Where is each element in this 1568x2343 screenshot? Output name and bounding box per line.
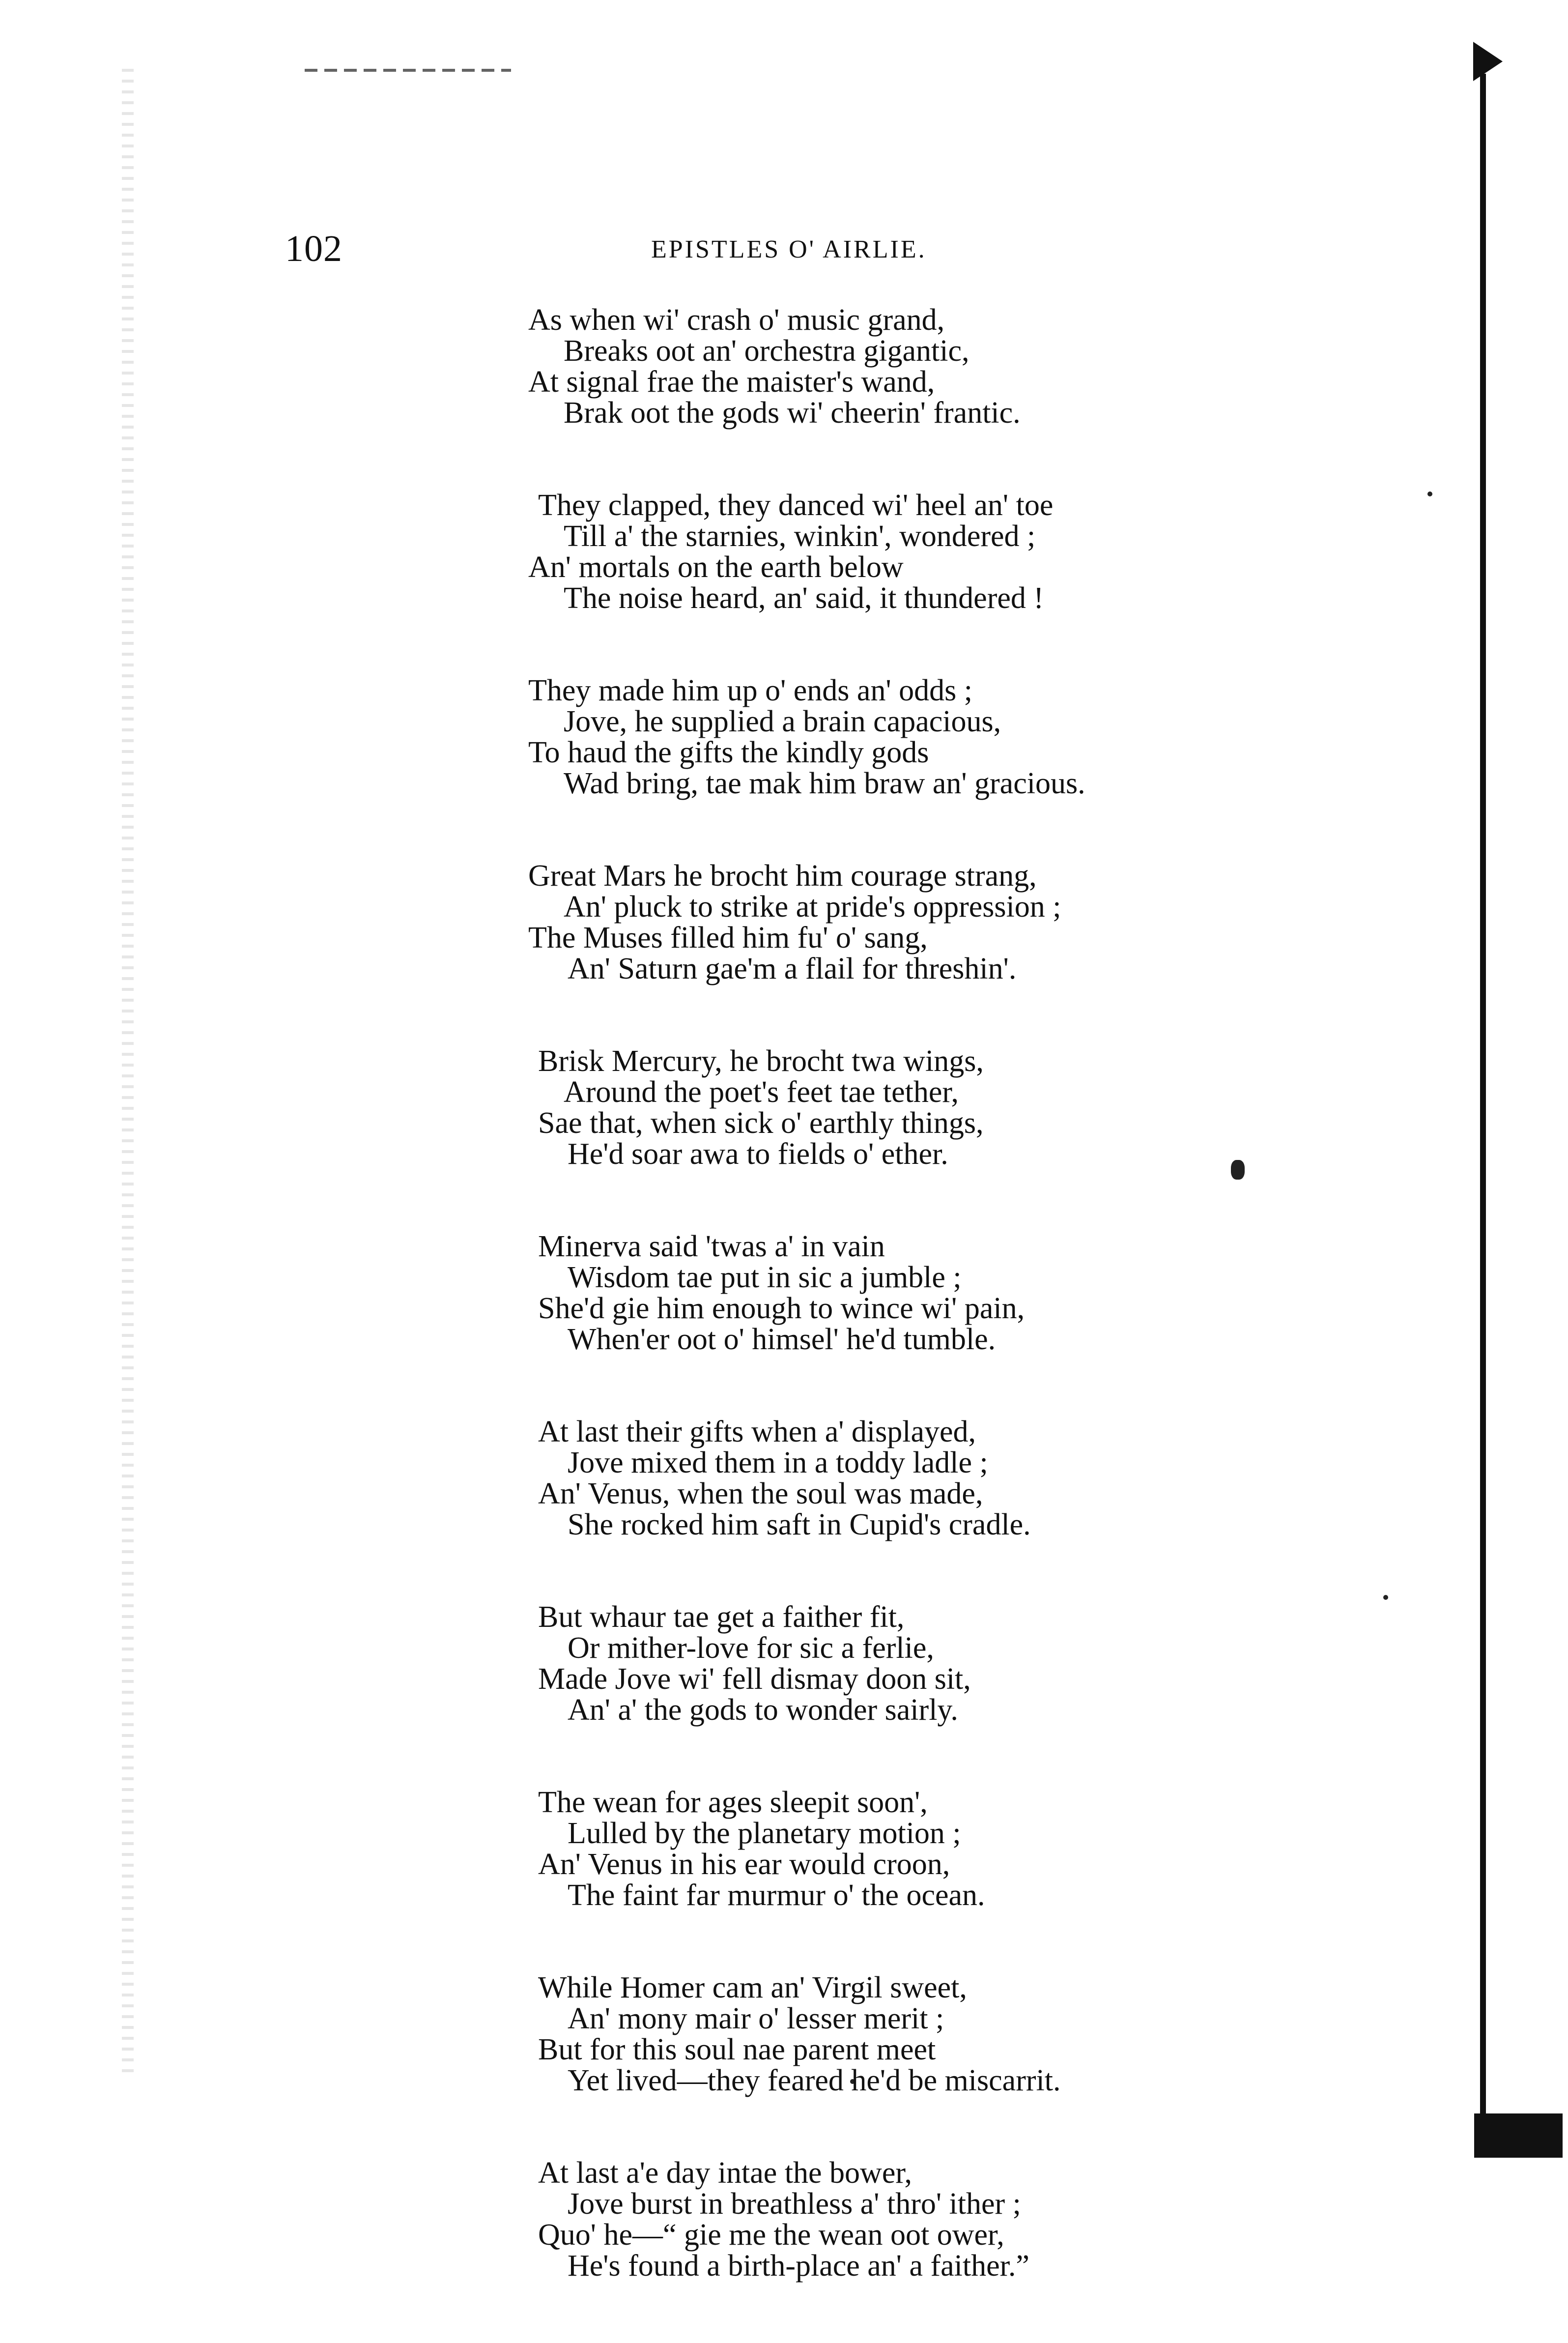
verse-line: She rocked him saft in Cupid's cradle. (568, 1508, 1031, 1541)
verse-line: Minerva said 'twas a' in vain (538, 1230, 885, 1263)
verse-line: At last their gifts when a' displayed, (538, 1415, 976, 1448)
stanza (528, 675, 1452, 799)
verse-line: The Muses filled him fu' o' sang, (528, 921, 928, 955)
verse-line: But whaur tae get a faither fit, (538, 1600, 905, 1634)
page-number: 102 (285, 228, 342, 269)
verse-line: But for this soul nae parent meet (538, 2033, 936, 2066)
stanza (528, 1046, 1452, 1170)
verse-line: At last a'e day intae the bower, (538, 2156, 912, 2190)
verse-line: He's found a birth-place an' a faither.” (568, 2249, 1029, 2283)
verse-line: Lulled by the planetary motion ; (568, 1817, 961, 1850)
verse-line: An' pluck to strike at pride's oppression ; (564, 890, 1061, 924)
verse-line: Brisk Mercury, he brocht twa wings, (538, 1044, 984, 1078)
verse-line: While Homer cam an' Virgil sweet, (538, 1971, 967, 2004)
verse-line: An' mony mair o' lesser merit ; (568, 2002, 944, 2035)
stanza (528, 861, 1452, 984)
scan-bottom-corner (1474, 2113, 1563, 2158)
verse-line: She'd gie him enough to wince wi' pain, (538, 1292, 1025, 1325)
running-title: EPISTLES O' AIRLIE. (651, 235, 927, 263)
scan-corner-mark (1473, 42, 1503, 81)
verse-line: Sae that, when sick o' earthly things, (538, 1106, 984, 1140)
verse-line: An' Saturn gae'm a flail for threshin'. (568, 952, 1017, 985)
stanza (528, 1417, 1452, 1540)
verse-line: To haud the gifts the kindly gods (528, 736, 929, 769)
poem (528, 305, 1452, 2343)
verse-line: Jove, he supplied a brain capacious, (564, 705, 1001, 738)
verse-line: The noise heard, an' said, it thundered ! (564, 581, 1044, 615)
stanza (528, 490, 1452, 614)
verse-line: Brak oot the gods wi' cheerin' frantic. (564, 396, 1021, 430)
stanza (528, 1231, 1452, 1355)
verse-line: Around the poet's feet tae tether, (564, 1075, 959, 1109)
verse-line: They clapped, they danced wi' heel an' toe (538, 489, 1054, 522)
verse-line: An' mortals on the earth below (528, 550, 904, 584)
scan-right-border (1480, 74, 1486, 2128)
verse-line: Made Jove wi' fell dismay doon sit, (538, 1662, 971, 1696)
verse-line: The wean for ages sleepit soon', (538, 1786, 928, 1819)
verse-line: They made him up o' ends an' odds ; (528, 674, 972, 707)
stanza (528, 2158, 1452, 2282)
scan-edge-artifact (122, 69, 134, 2074)
verse-line: Till a' the starnies, winkin', wondered ; (564, 520, 1036, 553)
verse-line: Breaks oot an' orchestra gigantic, (564, 334, 969, 368)
stanza (528, 1602, 1452, 1726)
stanza (528, 305, 1452, 429)
verse-line: Wisdom tae put in sic a jumble ; (568, 1261, 962, 1294)
verse-line: Jove mixed them in a toddy ladle ; (568, 1446, 988, 1479)
verse-line: An' a' the gods to wonder sairly. (568, 1693, 958, 1727)
verse-line: Great Mars he brocht him courage strang, (528, 859, 1037, 893)
verse-line: Wad bring, tae mak him braw an' gracious. (564, 767, 1085, 800)
verse-line: As when wi' crash o' music grand, (528, 303, 945, 337)
stanza (528, 1787, 1452, 1911)
verse-line: Quo' he—“ gie me the wean oot ower, (538, 2218, 1004, 2252)
verse-line: When'er oot o' himsel' he'd tumble. (568, 1323, 996, 1356)
verse-line: Or mither-love for sic a ferlie, (568, 1631, 934, 1665)
verse-line: The faint far murmur o' the ocean. (568, 1879, 985, 1912)
verse-line: An' Venus, when the soul was made, (538, 1477, 983, 1510)
verse-line: Jove burst in breathless a' thro' ither ; (568, 2187, 1021, 2221)
verse-line: An' Venus in his ear would croon, (538, 1848, 950, 1881)
verse-line: He'd soar awa to fields o' ether. (568, 1137, 948, 1171)
verse-line: At signal frae the maister's wand, (528, 365, 935, 399)
stanza (528, 1972, 1452, 2096)
verse-line: Yet lived—they feared he'd be miscarrit. (568, 2064, 1061, 2097)
scan-top-artifact (305, 69, 511, 72)
